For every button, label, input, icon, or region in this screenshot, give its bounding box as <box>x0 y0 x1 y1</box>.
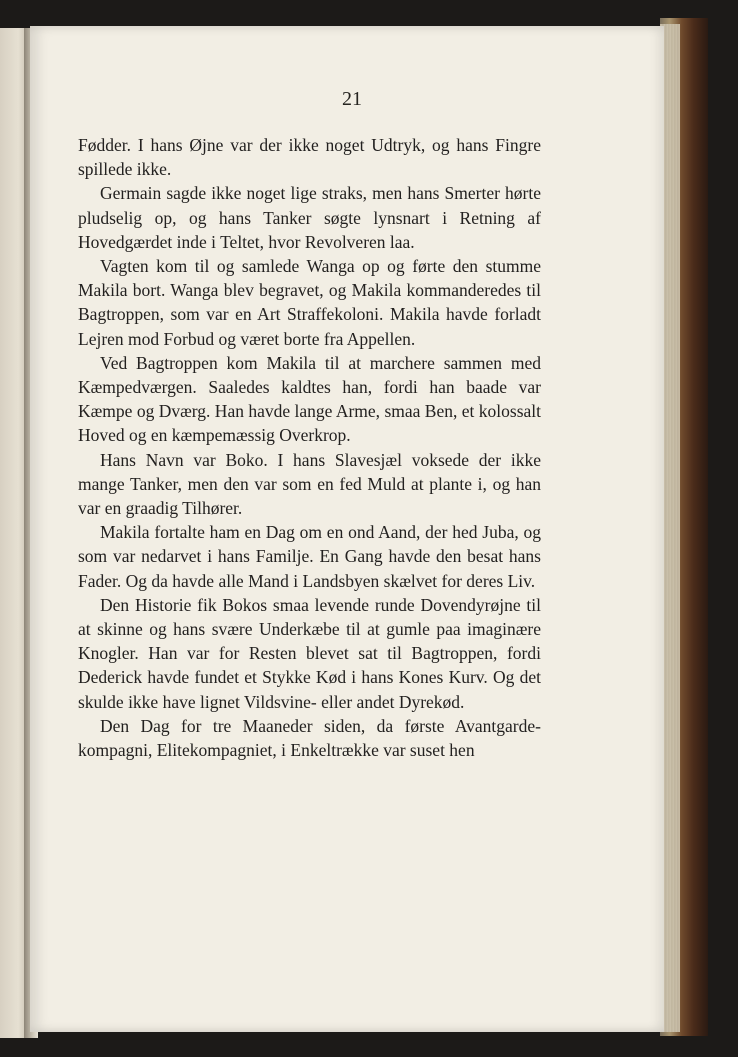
book-page <box>30 26 664 1032</box>
paragraph: Germain sagde ikke noget lige straks, men hans Smerter hørte pludselig op, og hans Tanker søgte lynsnart i Retning af Hovedgærdet inde i Teltet, hvor Revolveren laa. <box>78 183 541 252</box>
paragraph: Hans Navn var Boko. I hans Slavesjæl voksede der ikke mange Tanker, men den var som en fed Muld at plante i, og han var en graadig Tilhører. <box>78 449 541 519</box>
page-number: 21 <box>342 88 362 110</box>
paragraph: Makila fortalte ham en Dag om en ond Aand, der hed Juba, og som var nedarvet i hans Familje. En Gang havde den besat hans Fader. Og da havde alle Mand i Landsbyen skælvet for deres Liv. <box>78 522 541 591</box>
paragraph: Den Dag for tre Maaneder siden, da første Avantgardekompagni, Elitekompagniet, i Enkeltrække var suset hen <box>78 715 541 761</box>
left-page-edge <box>0 28 26 1038</box>
paragraph: Vagten kom til og samlede Wanga op og førte den stumme Makila bort. Wanga blev begravet, og Makila kommanderedes til Bagtroppen, som var en Art Straffekoloni. Makila havde forladt Lejren mod Forbud og været borte fra Appellen. <box>78 256 541 349</box>
paragraph: Den Historie fik Bokos smaa levende runde Dovendyrøjne til at skinne og hans svære Underkæbe til at gumle paa imaginære Knogler. Han var for Resten blevet sat til Bagtroppen, fordi Dederick havde fundet et Stykke Kød i hans Kones Kurv. Og det skulde ikke have lignet Vildsvine- eller andet Dyrekød. <box>78 594 541 712</box>
paragraph: Fødder. I hans Øjne var der ikke noget Udtryk, og hans Fingre spillede ikke. <box>78 135 541 180</box>
body-text <box>78 133 541 762</box>
paragraph: Ved Bagtroppen kom Makila til at marchere sammen med Kæmpedværgen. Saaledes kaldtes han, fordi han baade var Kæmpe og Dværg. Han havde lange Arme, smaa Ben, et kolossalt Hoved og en kæmpemæssig Overkrop. <box>78 352 541 446</box>
